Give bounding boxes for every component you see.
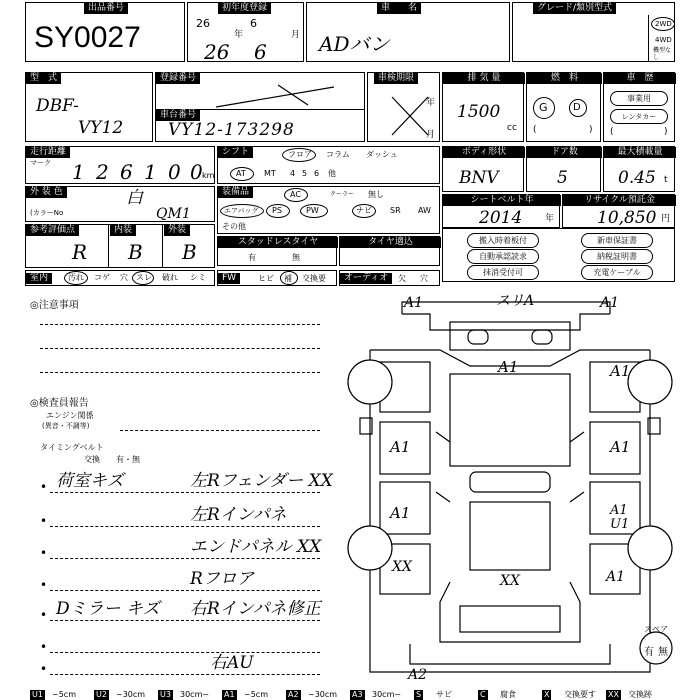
seatbelt-unit: 年 <box>545 214 555 224</box>
mileage-digit-5: 0 <box>168 160 181 184</box>
first-reg-printed-year: 26 <box>196 17 210 30</box>
shift-option-column[interactable]: コラム <box>326 150 350 159</box>
fuel-option-d[interactable]: D <box>573 102 581 113</box>
displacement-unit: cc <box>507 123 517 133</box>
exterior-grade-value: B <box>182 240 197 264</box>
interior-condition-box <box>25 270 215 286</box>
body-shape-box <box>442 146 524 192</box>
spare-option-yes[interactable]: 有 <box>644 647 654 658</box>
interior-option-burn[interactable]: コゲ <box>94 273 110 282</box>
legend-meaning: 交換跡 <box>628 690 652 699</box>
legend-code: A3 <box>352 690 363 699</box>
equip-option-sr[interactable]: SR <box>390 206 401 215</box>
report-line-right: 左Rフェンダー XX <box>190 471 333 491</box>
report-line-right: 右AU <box>210 653 254 673</box>
exterior-color-sublabel: (カラーNo <box>30 209 64 217</box>
usage-paren-close: ) <box>664 127 668 137</box>
seatbelt-label: シートベルト年 <box>443 195 561 206</box>
report-line-right: 左Rインパネ <box>190 505 287 525</box>
shift-option-5[interactable]: 5 <box>302 169 308 178</box>
fuel-label: 燃 料 <box>527 73 602 84</box>
notes-label: ◎注意事項 <box>30 300 79 311</box>
legend-meaning: 30cm~ <box>372 690 402 699</box>
seatbelt-box <box>442 194 560 228</box>
fw-label: FW <box>218 273 240 284</box>
mark-rear-right: A1 <box>606 569 626 585</box>
grade-option-4wd[interactable]: 4WD <box>655 36 672 44</box>
studless-option-no[interactable]: 無 <box>292 253 300 262</box>
spare-option-no[interactable]: 無 <box>658 647 668 658</box>
legend-meaning: サビ <box>436 690 452 699</box>
exterior-color-label: 外 装 色 <box>26 187 67 198</box>
legend-code: U1 <box>32 690 43 699</box>
exterior-grade-label: 外装 <box>164 225 190 236</box>
exterior-color-code: QM1 <box>156 206 191 222</box>
grades-divider-2 <box>162 225 163 267</box>
mileage-unit: km <box>202 171 215 180</box>
grades-box <box>25 224 215 268</box>
notes-line-1 <box>40 324 320 325</box>
recycle-value: 10,850 <box>597 208 657 228</box>
listing-number-label: 出品番号 <box>84 3 128 14</box>
report-line <box>50 590 320 591</box>
mark-rear-left: XX <box>392 559 412 575</box>
engine-sublabel: (異音・不調等) <box>42 422 90 430</box>
interior-option-dirt[interactable]: 汚れ <box>68 273 84 282</box>
seatbelt-value: 2014 <box>479 208 523 228</box>
doors-label: ドア数 <box>527 147 602 158</box>
mark-front-right: A1 <box>600 295 620 311</box>
car-name-label: 車 名 <box>377 3 421 14</box>
wheel-rr <box>628 526 672 570</box>
mileage-digit-2: 2 <box>96 160 109 184</box>
exterior-color-box <box>25 186 215 222</box>
model-label: 型 式 <box>26 73 61 84</box>
listing-number-value: SY0027 <box>34 21 141 54</box>
overall-grade-value: R <box>72 240 88 264</box>
doors-value: 5 <box>557 168 568 188</box>
legend-meaning: 腐食 <box>500 690 516 699</box>
usage-box <box>603 72 675 142</box>
legend-code: A2 <box>288 690 299 699</box>
first-reg-month-unit: 月 <box>291 30 301 40</box>
legend-meaning: ~30cm <box>116 690 146 699</box>
grades-divider-1 <box>108 225 109 267</box>
roof-shape <box>450 374 570 466</box>
grade-box <box>512 2 675 62</box>
equip-option-airbag[interactable]: エアバッグ <box>224 207 259 215</box>
fw-box <box>217 270 337 286</box>
interior-option-tear[interactable]: 破れ <box>162 273 178 282</box>
legend-code: X <box>544 690 550 699</box>
chassis-value: VY12-173298 <box>168 120 295 140</box>
tire-label: タイヤ適込 <box>340 237 441 248</box>
report-bullet: • <box>40 640 48 654</box>
displacement-value: 1500 <box>457 102 501 122</box>
studless-label: スタッドレスタイヤ <box>218 237 338 248</box>
report-bullet: • <box>40 514 48 528</box>
first-registration-box <box>187 2 304 62</box>
legend-meaning: ~30cm <box>308 690 338 699</box>
first-reg-hand-year: 26 <box>204 40 230 64</box>
fw-option-replace[interactable]: 交換要 <box>302 274 326 283</box>
shift-option-floor[interactable]: フロア <box>288 150 312 159</box>
legend-code: S <box>416 690 422 699</box>
inspection-strike <box>390 95 430 137</box>
interior-grade-label: 内装 <box>110 225 136 236</box>
shift-option-6[interactable]: 6 <box>314 169 320 178</box>
notes-line-2 <box>40 348 320 349</box>
report-bullet: • <box>40 662 48 676</box>
spare-label: スペア <box>644 625 668 634</box>
report-line-right: 右Rインパネ修正 <box>190 599 321 619</box>
equip-option-ac[interactable]: AC <box>290 190 301 199</box>
mark-door-fl: A1 <box>390 504 411 522</box>
equip-option-pw[interactable]: PW <box>306 206 319 215</box>
inspector-label: ◎検査員報告 <box>30 398 89 409</box>
body-shape-value: BNV <box>459 168 499 188</box>
timing-label: タイミングベルト <box>40 443 104 452</box>
grade-option-none[interactable]: 機型なし <box>653 47 672 61</box>
legend-code: XX <box>608 690 619 699</box>
car-name-box <box>306 2 510 62</box>
studless-option-yes[interactable]: 有 <box>248 253 256 262</box>
legend-code: U2 <box>96 690 107 699</box>
inspection-label: 車検期限 <box>374 73 418 84</box>
legend-code: C <box>480 690 486 699</box>
exterior-color-value: 白 <box>126 188 143 208</box>
chassis-label: 車台番号 <box>156 110 200 121</box>
inspection-month-unit: 月 <box>426 130 436 140</box>
report-line-left: 荷室キズ <box>56 471 124 491</box>
mark-fender-right: A1 <box>610 362 631 380</box>
paper-option-warranty[interactable]: 新車保証書 <box>581 233 653 248</box>
equip-other-label: その他 <box>222 222 246 231</box>
grade-label: グレード/類別型式 <box>533 3 616 14</box>
timing-options: 有・無 <box>116 455 140 464</box>
fw-option-crack[interactable]: ヒビ <box>258 274 274 283</box>
usage-option-business[interactable]: 事業用 <box>610 91 668 106</box>
mark-front-left: A1 <box>404 295 424 311</box>
first-registration-label: 初年度登録 <box>218 3 271 14</box>
usage-paren-open: ( <box>610 127 614 137</box>
shift-label: シフト <box>218 147 253 158</box>
equipment-label: 装備品 <box>218 187 253 198</box>
body-shape-label: ボディ形状 <box>443 147 525 158</box>
displacement-label: 排 気 量 <box>443 73 525 84</box>
paper-option-approval[interactable]: 自動承認読求 <box>467 249 539 264</box>
mileage-box <box>25 146 215 184</box>
interior-option-hole[interactable]: 穴 <box>120 273 128 282</box>
first-reg-printed-month: 6 <box>250 17 257 30</box>
wheel-fl <box>348 360 392 404</box>
report-line <box>50 492 320 493</box>
fuel-option-g[interactable]: G <box>539 101 548 114</box>
equip-option-ps[interactable]: PS <box>272 206 282 215</box>
paper-option-cancel[interactable]: 抹消受付可 <box>467 265 539 280</box>
grade-divider <box>648 15 649 62</box>
interior-grade-value: B <box>128 240 143 264</box>
mark-rear-center: XX <box>500 573 520 589</box>
grade-option-2wd[interactable]: 2WD <box>655 20 672 28</box>
mileage-digit-3: 6 <box>120 160 133 184</box>
report-line <box>50 558 320 559</box>
inspection-year-unit: 年 <box>426 98 436 108</box>
equip-option-navi[interactable]: ナビ <box>356 206 372 215</box>
recycle-unit: 円 <box>661 214 671 224</box>
max-load-value: 0.45 <box>618 168 656 188</box>
interior-option-stain[interactable]: シミ <box>190 273 206 282</box>
usage-label: 車 歴 <box>604 73 676 84</box>
report-bullet: • <box>40 546 48 560</box>
mark-bottom-left: A2 <box>408 667 428 683</box>
shift-option-mt[interactable]: MT <box>264 169 276 178</box>
studless-box <box>217 236 337 266</box>
mark-door-fr: A1 <box>610 438 631 456</box>
max-load-unit: t <box>664 175 668 185</box>
wheel-rl <box>348 526 392 570</box>
mark-fender-left: A1 <box>390 438 411 456</box>
legend-code: A1 <box>224 690 235 699</box>
paper-option-tax[interactable]: 納税証明書 <box>581 249 653 264</box>
audio-option-missing[interactable]: 欠 <box>398 274 406 283</box>
fuel-box <box>526 72 601 142</box>
interior-option-scuff[interactable]: スレ <box>136 273 152 282</box>
report-line-right: Rフロア <box>190 569 254 589</box>
fuel-paren-open: ( <box>533 125 537 135</box>
report-line <box>50 620 320 621</box>
usage-option-rental[interactable]: レンタカー <box>610 109 668 124</box>
mileage-sublabel: マーク <box>30 159 51 167</box>
audio-label: オーディオ <box>340 273 392 284</box>
timing-exchange: 交換 <box>84 455 100 464</box>
report-bullet: • <box>40 608 48 622</box>
report-line <box>50 652 320 653</box>
audio-option-hole[interactable]: 穴 <box>420 274 428 283</box>
displacement-box <box>442 72 524 142</box>
equip-option-none[interactable]: 無し <box>368 190 384 199</box>
recycle-box <box>562 194 675 228</box>
interior-condition-label: 室内 <box>26 273 52 284</box>
legend-meaning: ~5cm <box>244 690 268 699</box>
car-diagram <box>340 292 680 688</box>
engine-line <box>120 430 320 431</box>
max-load-box <box>603 146 675 192</box>
paper-option-cable[interactable]: 充電ケーブル <box>581 265 653 280</box>
mark-hood: A1 <box>498 358 519 376</box>
mileage-digit-6: 0 <box>190 160 203 184</box>
paperwork-box <box>442 228 675 282</box>
first-reg-year-unit: 年 <box>234 30 244 40</box>
audio-box <box>339 270 440 286</box>
report-line <box>50 674 320 675</box>
registration-strike <box>216 81 336 111</box>
mileage-digit-1: 1 <box>72 160 85 184</box>
first-reg-hand-month: 6 <box>254 40 267 64</box>
shift-option-dash[interactable]: ダッシュ <box>366 150 398 159</box>
max-load-label: 最大積載量 <box>604 147 676 158</box>
shift-option-at[interactable]: AT <box>236 169 246 178</box>
report-bullet: • <box>40 480 48 494</box>
registration-label: 登録番号 <box>156 73 200 84</box>
legend-meaning: 交換要す <box>564 690 596 699</box>
paper-option-plate[interactable]: 搬入時着板付 <box>467 233 539 248</box>
recycle-label: リサイクル預託金 <box>563 195 676 206</box>
overall-grade-label: 参考評価点 <box>26 225 79 236</box>
doors-box <box>526 146 601 192</box>
model-prefix: DBF- <box>36 96 79 116</box>
equipment-box <box>217 186 440 234</box>
shift-option-other[interactable]: 他 <box>328 169 336 178</box>
legend-meaning: ~5cm <box>52 690 76 699</box>
registration-box <box>155 72 365 142</box>
wheel-fr <box>628 360 672 404</box>
notes-line-3 <box>40 372 320 373</box>
mileage-digit-4: 1 <box>144 160 157 184</box>
mark-front-top: スリA <box>496 293 535 309</box>
car-name-value: ADバン <box>319 32 390 56</box>
mileage-label: 走行距離 <box>26 147 70 158</box>
legend-meaning: 30cm~ <box>180 690 210 699</box>
report-line-left: Dミラー キズ <box>56 599 160 619</box>
fw-option-repair[interactable]: 補 <box>284 274 292 283</box>
legend-code: U3 <box>160 690 171 699</box>
report-bullet: • <box>40 578 48 592</box>
tire-box <box>339 236 440 266</box>
equip-option-cooler[interactable]: クーラー <box>330 191 355 198</box>
shift-option-4[interactable]: 4 <box>290 169 296 178</box>
model-code: VY12 <box>78 118 124 138</box>
equip-option-aw[interactable]: AW <box>418 206 431 215</box>
inspection-box <box>367 72 440 142</box>
report-line <box>50 526 320 527</box>
fuel-paren-close: ) <box>589 125 593 135</box>
body-outline-shape <box>370 350 650 672</box>
engine-label: エンジン関係 <box>46 411 94 420</box>
shift-box <box>217 146 440 184</box>
listing-number-box <box>25 2 185 62</box>
model-box <box>25 72 153 142</box>
mark-door-rr: A1 U1 <box>610 503 630 532</box>
report-line-right: エンドパネル XX <box>190 537 322 557</box>
